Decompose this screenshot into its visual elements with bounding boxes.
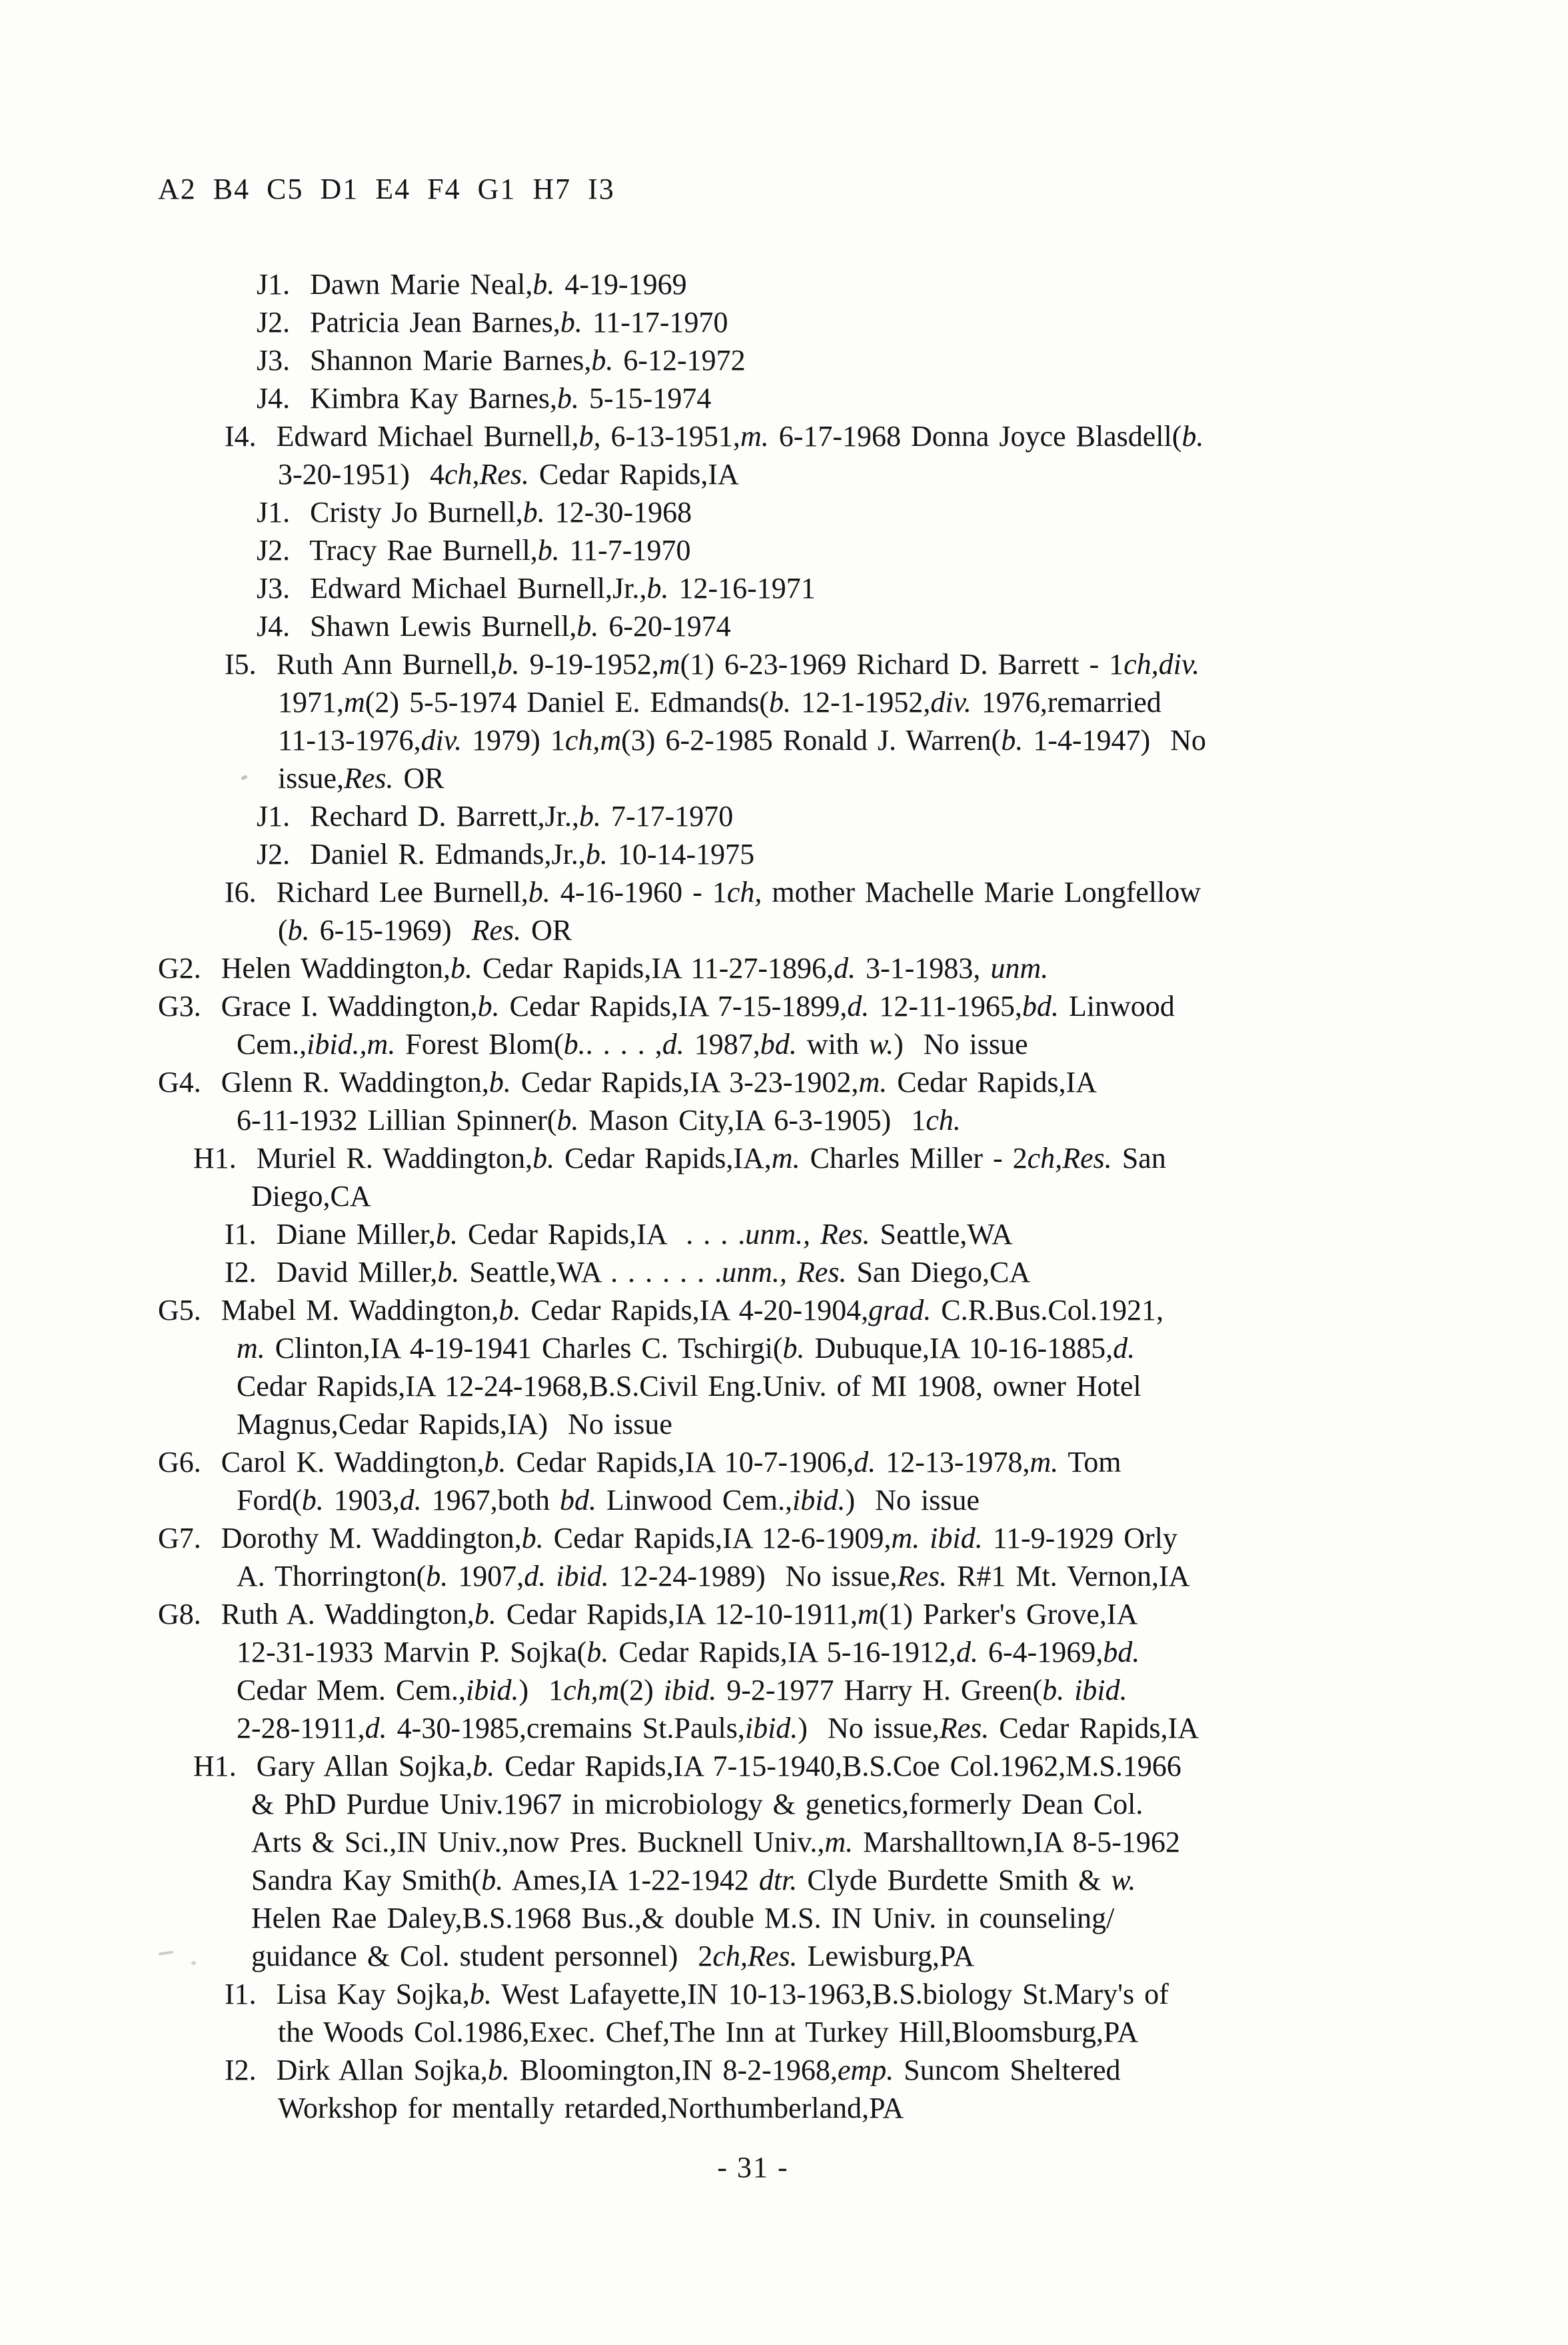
entry-abbrev-italic: b. [586, 1636, 609, 1668]
entry-line [158, 265, 1206, 303]
entry-text: Cedar Rapids,IA [529, 458, 739, 491]
entry-abbrev-italic: m. [858, 1066, 888, 1099]
entry-text: Cedar Rapids,IA 3-23-1902, [510, 1066, 859, 1099]
entry-line [158, 379, 1206, 417]
entry-abbrev-italic: b. [435, 1218, 458, 1250]
entry-abbrev-italic: m. [740, 420, 769, 453]
entry-line [158, 2051, 1206, 2089]
entry-text: (2) [619, 1674, 664, 1706]
entry-line [158, 1785, 1206, 1823]
entry-text: 12-24-1989) No issue, [608, 1560, 898, 1592]
entry-text: Ford( [237, 1484, 302, 1516]
entry-text: 9-2-1977 Harry H. Green( [716, 1674, 1043, 1706]
entry-text: Dubuque,IA 10-16-1885, [804, 1332, 1114, 1364]
entry-text: the Woods Col.1986,Exec. Chef,The Inn at Turkey Hill,Bloomsburg,PA [278, 2016, 1139, 2048]
entry-text: H1. Gary Allan Sojka, [193, 1750, 473, 1782]
entry-text: Linwood Cem., [596, 1484, 792, 1516]
generation-code-header: A2 B4 C5 D1 E4 F4 G1 H7 I3 [158, 173, 615, 205]
entry-abbrev-italic: bd. [560, 1484, 597, 1516]
entry-line [158, 1595, 1206, 1633]
entry-line [158, 987, 1206, 1025]
entry-line [158, 1823, 1206, 1861]
entry-text: 1907, [448, 1560, 524, 1592]
entry-line [158, 2013, 1206, 2051]
entry-text: H1. Muriel R. Waddington, [193, 1142, 533, 1174]
entry-abbrev-italic: ch,m [563, 1674, 620, 1706]
entry-text: J2. Daniel R. Edmands,Jr., [257, 838, 586, 871]
entry-line [158, 1937, 1206, 1975]
entry-line [158, 683, 1206, 721]
entry-line [158, 721, 1206, 759]
entry-abbrev-italic: b. [532, 268, 555, 301]
entry-text: I2. Dirk Allan Sojka, [225, 2054, 488, 2086]
entry-abbrev-italic: d. [399, 1484, 422, 1516]
entry-line [158, 607, 1206, 645]
entry-text: guidance & Col. student personnel) 2 [251, 1940, 713, 1972]
entry-abbrev-italic: b. [477, 990, 500, 1023]
entry-abbrev-italic: m. [824, 1826, 854, 1858]
entry-text: Cedar Rapids,IA 5-16-1912, [608, 1636, 956, 1668]
entry-abbrev-italic: b. [532, 1142, 555, 1174]
entry-abbrev-italic: dtr. [758, 1864, 798, 1896]
entry-text: 3-1-1983, [856, 952, 991, 985]
page-number: - 31 - [717, 2151, 789, 2184]
entry-abbrev-italic: ibid. [663, 1674, 717, 1706]
entry-abbrev-italic: bd. [760, 1028, 797, 1061]
entry-line [158, 493, 1206, 531]
entry-line [158, 1025, 1206, 1063]
entry-abbrev-italic: b. [528, 876, 550, 909]
entry-text: 12-1-1952, [790, 686, 931, 719]
entry-line [158, 1367, 1206, 1405]
entry-abbrev-italic: m [658, 648, 680, 681]
entry-abbrev-italic: b. [497, 648, 520, 681]
entry-abbrev-italic: ibid.,m. [307, 1028, 396, 1061]
entry-abbrev-italic: w. [869, 1028, 894, 1061]
entry-text: J2. Patricia Jean Barnes, [257, 306, 560, 339]
entry-text: 1-4-1947) No [1023, 724, 1206, 757]
entry-abbrev-italic: div. [930, 686, 972, 719]
entry-abbrev-italic: ch. [926, 1104, 961, 1137]
entry-line [158, 949, 1206, 987]
entry-text: 6-4-1969, [978, 1636, 1104, 1668]
entry-abbrev-italic: b. [522, 496, 545, 529]
entry-text: 12-13-1978, [876, 1446, 1030, 1478]
entry-abbrev-italic: ibid. [466, 1674, 519, 1706]
entry-text: 6-20-1974 [598, 610, 731, 643]
entry-text: Helen Rae Daley,B.S.1968 Bus.,& double M.S. IN Univ. in counseling/ [251, 1902, 1115, 1934]
entry-abbrev-italic: b, [578, 420, 601, 453]
entry-text: (3) 6-2-1985 Ronald J. Warren( [621, 724, 1002, 757]
entry-abbrev-italic: b. [579, 800, 601, 833]
entry-line [158, 1861, 1206, 1899]
entry-line [158, 797, 1206, 835]
entry-text: Clyde Burdette Smith & [797, 1864, 1112, 1896]
entry-text: 12-16-1971 [668, 572, 816, 605]
entry-text: 4-30-1985,cremains St.Pauls, [387, 1712, 745, 1744]
entry-text: San [1112, 1142, 1166, 1174]
entry-abbrev-italic: ibid. [792, 1484, 846, 1516]
entry-abbrev-italic: grad. [868, 1294, 932, 1326]
entry-text: I2. David Miller, [225, 1256, 438, 1288]
entry-abbrev-italic: b. [1181, 420, 1204, 453]
entry-text: 1903, [323, 1484, 400, 1516]
entry-text [810, 1218, 820, 1250]
entry-text: Charles Miller - 2 [800, 1142, 1028, 1174]
entry-text [787, 1256, 797, 1288]
entry-line [158, 1633, 1206, 1671]
entry-text: I4. Edward Michael Burnell, [225, 420, 579, 453]
entry-text: J1. Rechard D. Barrett,Jr., [257, 800, 579, 833]
entry-text: Cedar Rapids,IA [887, 1066, 1097, 1099]
entry-text: Ames,IA 1-22-1942 [503, 1864, 759, 1896]
entry-text: Lewisburg,PA [797, 1940, 975, 1972]
entry-abbrev-italic: b. [782, 1332, 805, 1364]
entry-line [158, 1329, 1206, 1367]
entry-text: (1) Parker's Grove,IA [878, 1598, 1138, 1630]
entry-text: Bloomington,IN 8-2-1968, [509, 2054, 838, 2086]
entry-abbrev-italic: b. [481, 1864, 504, 1896]
entry-text: I6. Richard Lee Burnell, [225, 876, 528, 909]
entry-line [158, 1709, 1206, 1747]
entry-text: J4. Shawn Lewis Burnell, [257, 610, 577, 643]
entry-line [158, 1215, 1206, 1253]
entry-text: Cedar Rapids,IA 10-7-1906, [506, 1446, 854, 1478]
entry-abbrev-italic: b. [576, 610, 599, 643]
entry-text: 3-20-1951) 4 [278, 458, 444, 491]
entry-text: A. Thorrington( [237, 1560, 426, 1592]
entry-line [158, 1139, 1206, 1177]
entry-abbrev-italic: b. [521, 1522, 544, 1554]
entry-text: 1979) 1 [462, 724, 565, 757]
entry-text: J2. Tracy Rae Burnell, [257, 534, 538, 567]
entry-abbrev-italic: bd. [1103, 1636, 1140, 1668]
entry-text: Cedar Rapids,IA 11-27-1896, [472, 952, 834, 985]
entry-abbrev-italic: b. [537, 534, 560, 567]
entry-line [158, 645, 1206, 683]
entry-text: I1. Diane Miller, [225, 1218, 436, 1250]
entry-abbrev-italic: b. [488, 1066, 511, 1099]
entry-text: Cedar Rapids,IA . . . . [457, 1218, 746, 1250]
entry-line [158, 303, 1206, 341]
entry-abbrev-italic: m. [771, 1142, 800, 1174]
entry-text: G6. Carol K. Waddington, [158, 1446, 484, 1478]
entry-line [158, 2089, 1206, 2127]
entry-text: & PhD Purdue Univ.1967 in microbiology & genetics,formerly Dean Col. [251, 1788, 1144, 1820]
entry-text: G5. Mabel M. Waddington, [158, 1294, 499, 1326]
entry-text: 12-11-1965, [869, 990, 1022, 1023]
entry-text: G2. Helen Waddington, [158, 952, 451, 985]
entry-text: 6-11-1932 Lillian Spinner( [237, 1104, 557, 1137]
entry-abbrev-italic: d. [1113, 1332, 1136, 1364]
entry-text: Seattle,WA . . . . . . . [459, 1256, 722, 1288]
entry-text: 1976,remarried [971, 686, 1162, 719]
entry-text: Cedar Rapids,IA, [554, 1142, 772, 1174]
entry-line [158, 1443, 1206, 1481]
entry-text: issue, [278, 762, 344, 795]
entry-abbrev-italic: Res. [471, 914, 522, 947]
entry-text: ) No issue [894, 1028, 1028, 1061]
entry-abbrev-italic: b. [560, 306, 582, 339]
entry-abbrev-italic: m. ibid. [891, 1522, 983, 1554]
entry-text: mother Machelle Marie Longfellow [762, 876, 1201, 909]
entry-line [158, 531, 1206, 569]
entry-abbrev-italic: unm. [990, 952, 1049, 985]
entry-line [158, 1975, 1206, 2013]
entry-text: J1. Dawn Marie Neal, [257, 268, 533, 301]
entry-abbrev-italic: b. [563, 1028, 586, 1061]
entry-abbrev-italic: b. [437, 1256, 460, 1288]
entry-text: Mason City,IA 6-3-1905) 1 [578, 1104, 926, 1137]
entry-line [158, 1405, 1206, 1443]
entry-text: I1. Lisa Kay Sojka, [225, 1978, 470, 2010]
entry-line [158, 417, 1206, 455]
entry-text: ( [278, 914, 288, 947]
entry-abbrev-italic: ch,div. [1124, 648, 1200, 681]
entry-abbrev-italic: ch,Res. [1027, 1142, 1112, 1174]
entry-text: OR [521, 914, 572, 947]
entry-text: Cem., [237, 1028, 307, 1061]
entry-text: San Diego,CA [846, 1256, 1031, 1288]
entry-abbrev-italic: b. [487, 2054, 510, 2086]
entry-abbrev-italic: d. [834, 952, 856, 985]
entry-text: 6-12-1972 [613, 344, 746, 377]
entry-text: G8. Ruth A. Waddington, [158, 1598, 474, 1630]
entry-line [158, 1747, 1206, 1785]
entry-text: Cedar Rapids,IA [989, 1712, 1199, 1744]
entry-abbrev-italic: b. [450, 952, 473, 985]
entry-abbrev-italic: ch,Res. [444, 458, 530, 491]
entry-abbrev-italic: m. [1030, 1446, 1059, 1478]
entry-abbrev-italic: Res. [897, 1560, 947, 1592]
entry-text: 4-16-1960 - 1 [550, 876, 727, 909]
entry-text: OR [393, 762, 444, 795]
entry-text: 6-13-1951, [600, 420, 740, 453]
entry-text: 5-15-1974 [579, 382, 712, 415]
entry-text: J3. Edward Michael Burnell,Jr., [257, 572, 647, 605]
entry-text: G3. Grace I. Waddington, [158, 990, 478, 1023]
entry-abbrev-italic: Res. [796, 1256, 847, 1288]
entry-abbrev-italic: bd. [1022, 990, 1059, 1023]
entry-text: Arts & Sci.,IN Univ.,now Pres. Bucknell Univ., [251, 1826, 825, 1858]
entry-text: (1) 6-23-1969 Richard D. Barrett - 1 [680, 648, 1124, 681]
entry-text: 11-13-1976, [278, 724, 421, 757]
entry-abbrev-italic: b. [591, 344, 614, 377]
entry-text: J3. Shannon Marie Barnes, [257, 344, 592, 377]
entry-abbrev-italic: d. [662, 1028, 684, 1061]
entry-abbrev-italic: b. [484, 1446, 506, 1478]
entry-abbrev-italic: b. [301, 1484, 324, 1516]
entry-line [158, 1899, 1206, 1937]
entry-text: Magnus,Cedar Rapids,IA) No issue [237, 1408, 672, 1440]
entry-text: ) No issue, [798, 1712, 940, 1744]
entry-abbrev-italic: b. [472, 1750, 495, 1782]
entry-abbrev-italic: w. [1111, 1864, 1136, 1896]
entry-abbrev-italic: ch,m [564, 724, 622, 757]
entry-text: Diego,CA [251, 1180, 371, 1212]
entry-abbrev-italic: b. [768, 686, 791, 719]
entry-text: Tom [1058, 1446, 1122, 1478]
entry-abbrev-italic: d. [854, 1446, 876, 1478]
scan-artifact [191, 1961, 196, 1965]
entry-text: 2-28-1911, [237, 1712, 365, 1744]
entry-text: ) No issue [845, 1484, 980, 1516]
entry-text: 1987, [684, 1028, 760, 1061]
entry-text: J4. Kimbra Kay Barnes, [257, 382, 558, 415]
entry-text: Marshalltown,IA 8-5-1962 [853, 1826, 1180, 1858]
entry-text: Cedar Rapids,IA 4-20-1904, [520, 1294, 869, 1326]
entry-abbrev-italic: d. [365, 1712, 387, 1744]
entry-text: 6-15-1969) [309, 914, 472, 947]
entry-line [158, 835, 1206, 873]
entry-line [158, 1063, 1206, 1101]
entry-text: 6-17-1968 Donna Joyce Blasdell( [768, 420, 1182, 453]
entry-line [158, 1519, 1206, 1557]
entry-text: 1971, [278, 686, 344, 719]
entry-line [158, 1671, 1206, 1709]
entry-text: Clinton,IA 4-19-1941 Charles C. Tschirgi( [265, 1332, 783, 1364]
entry-abbrev-italic: b. [287, 914, 310, 947]
entry-text: Cedar Rapids,IA 7-15-1940,B.S.Coe Col.1962,M.S.1966 [494, 1750, 1181, 1782]
entry-text: (2) 5-5-1974 Daniel E. Edmands( [365, 686, 769, 719]
entry-text: 12-30-1968 [544, 496, 692, 529]
entry-abbrev-italic: m. [237, 1332, 265, 1364]
entry-abbrev-italic: ch, [726, 876, 762, 909]
entry-text: 9-19-1952, [519, 648, 659, 681]
entry-abbrev-italic: Res. [820, 1218, 870, 1250]
entry-abbrev-italic: unm., [722, 1256, 787, 1288]
entry-text: C.R.Bus.Col.1921, [931, 1294, 1164, 1326]
entry-line [158, 759, 1206, 797]
entry-text: G7. Dorothy M. Waddington, [158, 1522, 522, 1554]
entry-abbrev-italic: b. [1001, 724, 1024, 757]
entry-text: I5. Ruth Ann Burnell, [225, 648, 498, 681]
entry-abbrev-italic: b. [585, 838, 608, 871]
entry-abbrev-italic: ibid. [744, 1712, 798, 1744]
entry-text: 10-14-1975 [607, 838, 755, 871]
entry-text: 11-7-1970 [559, 534, 691, 567]
entry-text: 12-31-1933 Marvin P. Sojka( [237, 1636, 587, 1668]
entry-text: Cedar Mem. Cem., [237, 1674, 466, 1706]
entry-text: Forest Blom( [395, 1028, 564, 1061]
entry-text: ) 1 [518, 1674, 564, 1706]
entry-line [158, 1557, 1206, 1595]
entry-abbrev-italic: b. [557, 382, 580, 415]
entry-text: Seattle,WA [870, 1218, 1013, 1250]
entry-text: with [796, 1028, 870, 1061]
entry-abbrev-italic: m [857, 1598, 879, 1630]
entry-text: Cedar Rapids,IA 12-10-1911, [496, 1598, 858, 1630]
entry-text: Workshop for mentally retarded,Northumberland,PA [278, 2092, 904, 2124]
entry-abbrev-italic: ch,Res. [712, 1940, 798, 1972]
entry-abbrev-italic: d. [847, 990, 870, 1023]
entry-text: Suncom Sheltered [894, 2054, 1121, 2086]
entry-abbrev-italic: div. [420, 724, 462, 757]
entry-text: Cedar Rapids,IA 12-6-1909, [543, 1522, 892, 1554]
entry-text: 4-19-1969 [554, 268, 687, 301]
entry-text: 1967,both [421, 1484, 560, 1516]
entry-list [158, 265, 1206, 2127]
entry-abbrev-italic: b. [469, 1978, 492, 2010]
entry-line [158, 1101, 1206, 1139]
entry-text: 11-17-1970 [582, 306, 728, 339]
entry-line [158, 569, 1206, 607]
entry-text: Linwood [1058, 990, 1175, 1023]
entry-text: 7-17-1970 [601, 800, 734, 833]
entry-abbrev-italic: b. ibid. [1042, 1674, 1128, 1706]
entry-line [158, 1253, 1206, 1291]
entry-text: G4. Glenn R. Waddington, [158, 1066, 489, 1099]
entry-abbrev-italic: d. [956, 1636, 978, 1668]
entry-abbrev-italic: b. [646, 572, 669, 605]
entry-line [158, 341, 1206, 379]
entry-abbrev-italic: b. [556, 1104, 579, 1137]
entry-abbrev-italic: b. [474, 1598, 496, 1630]
entry-line [158, 911, 1206, 949]
entry-text: . . . . , [585, 1028, 662, 1061]
entry-abbrev-italic: unm., [745, 1218, 811, 1250]
entry-text: Sandra Kay Smith( [251, 1864, 482, 1896]
entry-abbrev-italic: Res. [939, 1712, 990, 1744]
entry-abbrev-italic: m [344, 686, 365, 719]
entry-line [158, 455, 1206, 493]
entry-abbrev-italic: b. [498, 1294, 521, 1326]
entry-abbrev-italic: emp. [837, 2054, 894, 2086]
entry-abbrev-italic: d. ibid. [524, 1560, 609, 1592]
entry-text: R#1 Mt. Vernon,IA [946, 1560, 1190, 1592]
entry-line [158, 1291, 1206, 1329]
entry-line [158, 1177, 1206, 1215]
entry-line [158, 1481, 1206, 1519]
entry-text: Cedar Rapids,IA 12-24-1968,B.S.Civil Eng.Univ. of MI 1908, owner Hotel [237, 1370, 1142, 1402]
entry-text: Cedar Rapids,IA 7-15-1899, [499, 990, 848, 1023]
entry-text: 11-9-1929 Orly [982, 1522, 1177, 1554]
entry-abbrev-italic: Res. [344, 762, 394, 795]
entry-text: J1. Cristy Jo Burnell, [257, 496, 523, 529]
entry-line [158, 873, 1206, 911]
entry-abbrev-italic: b. [426, 1560, 448, 1592]
entry-text: West Lafayette,IN 10-13-1963,B.S.biology St.Mary's of [491, 1978, 1169, 2010]
